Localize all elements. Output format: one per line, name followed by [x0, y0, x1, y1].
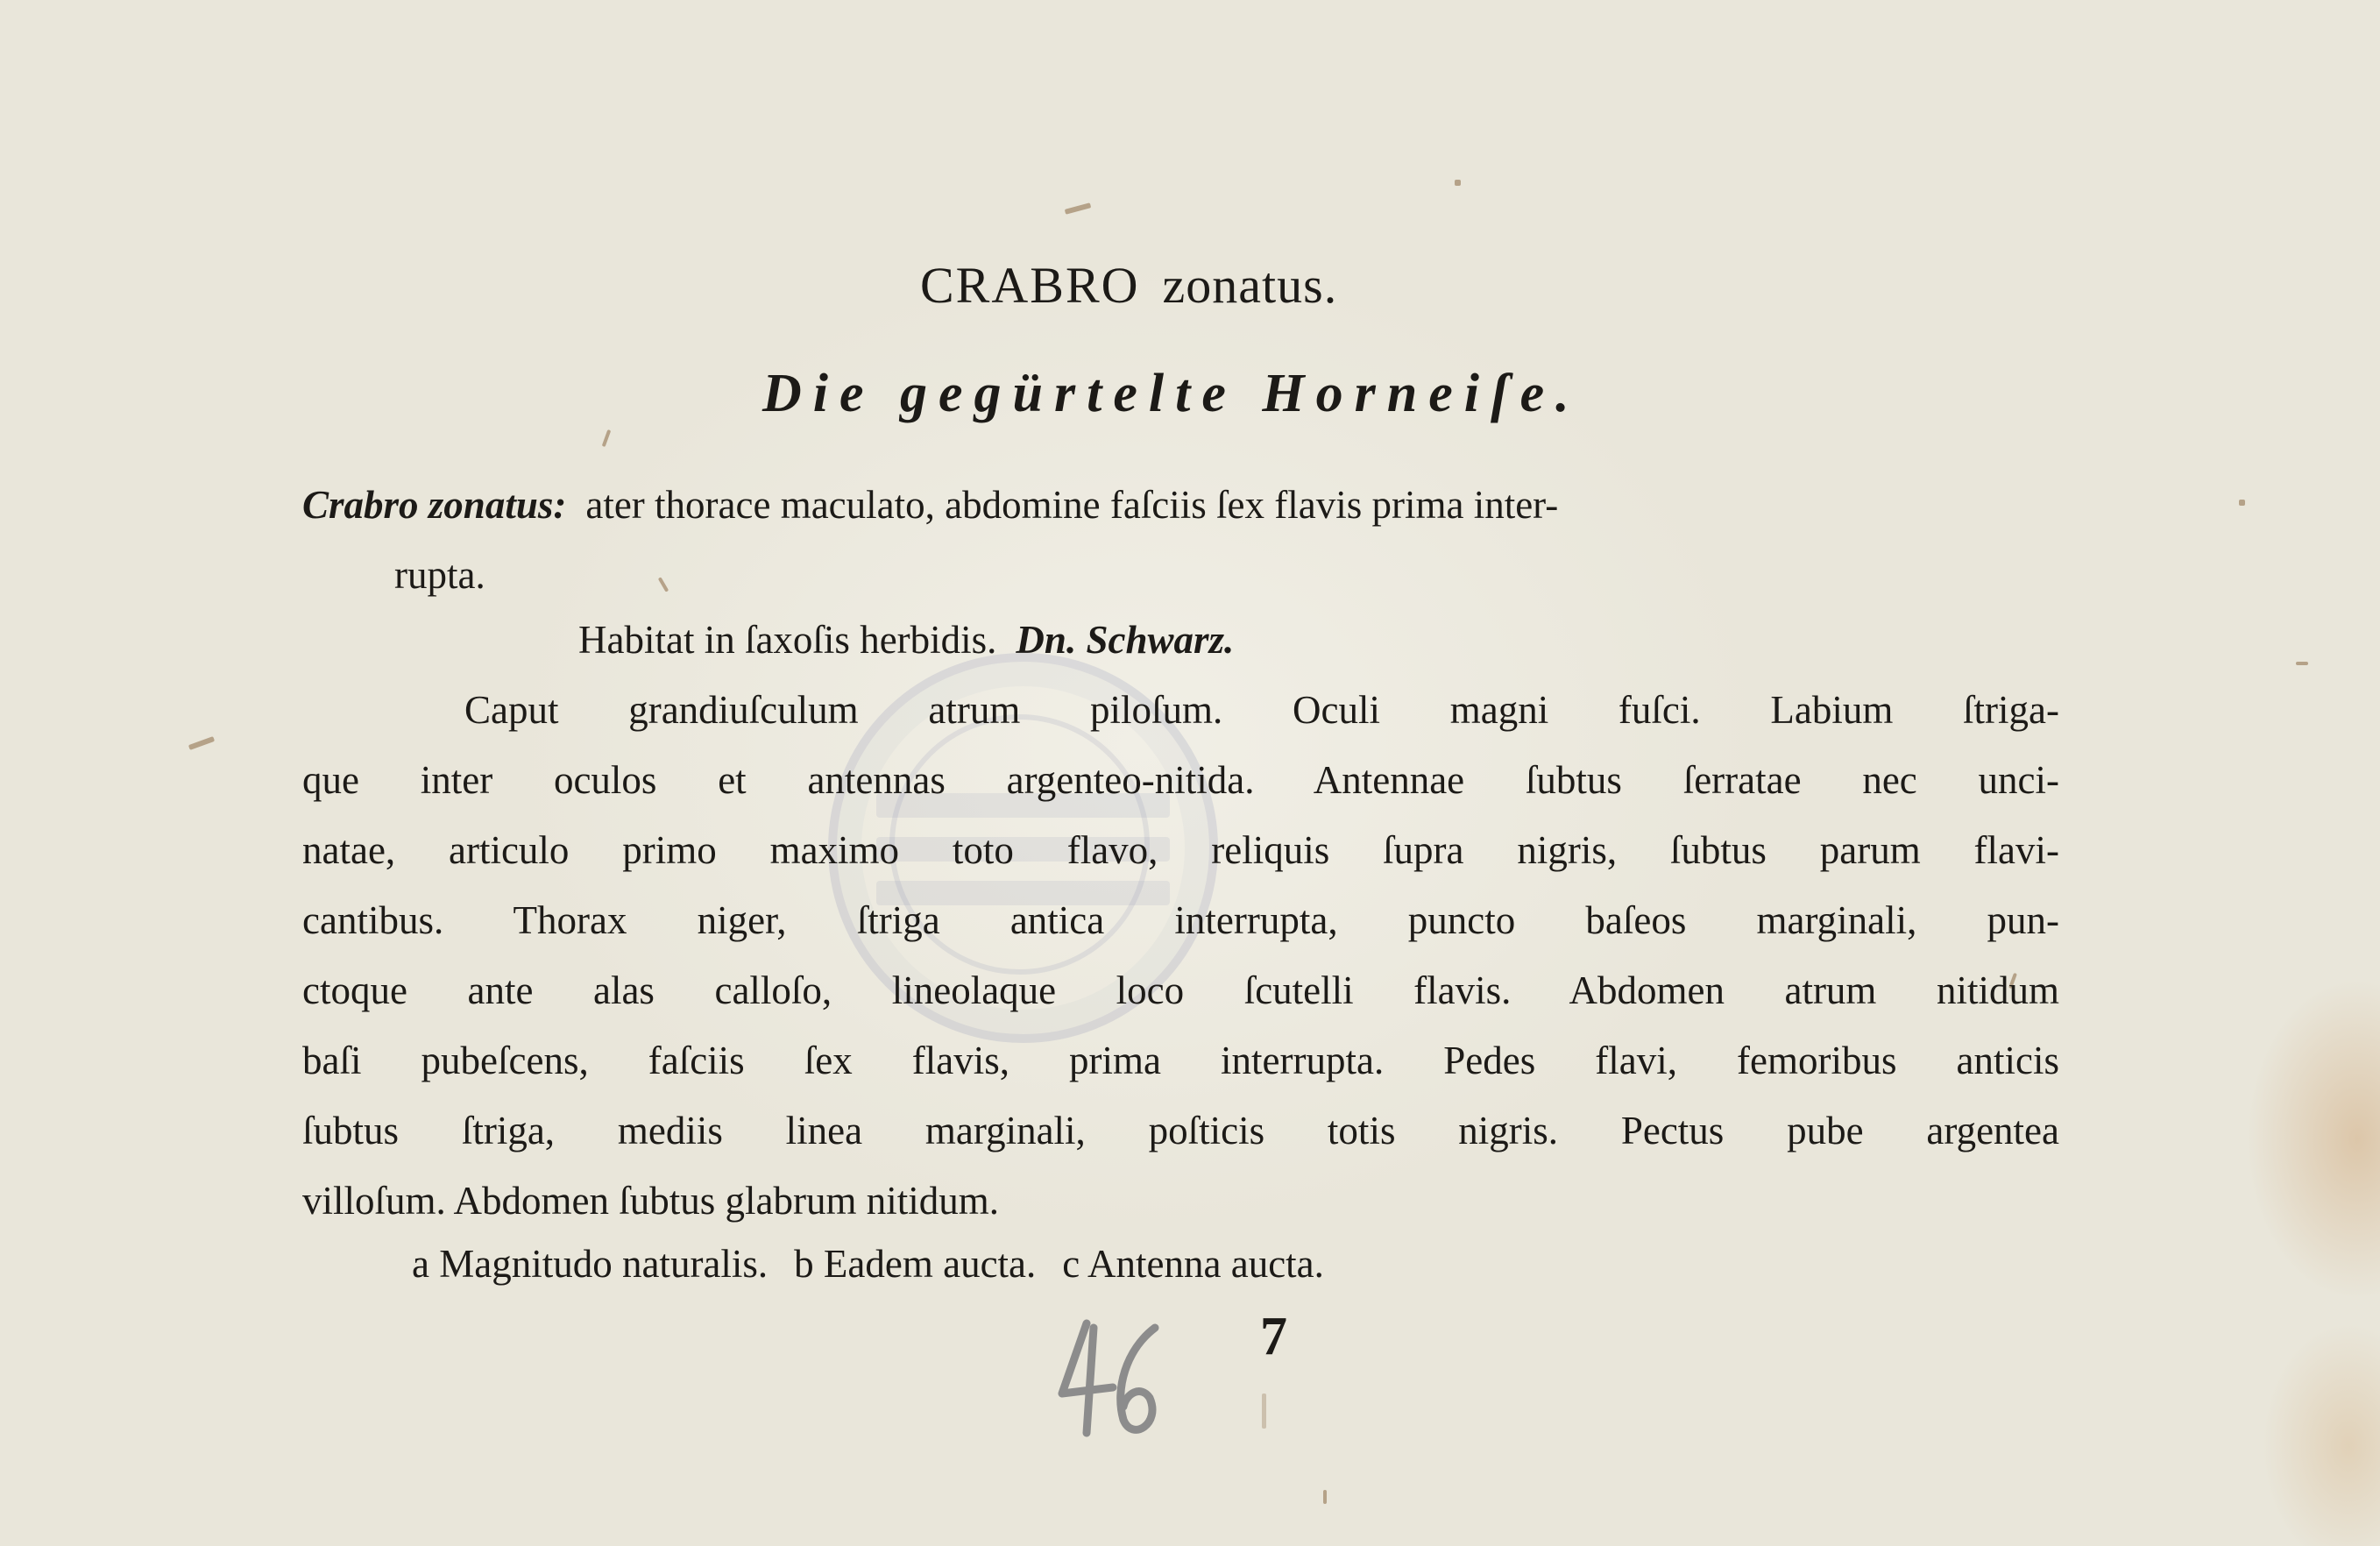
- caption-b: b Eadem aucta.: [794, 1242, 1037, 1286]
- page-title: [920, 256, 1337, 315]
- habitat-text: Habitat in ſaxoſis herbidis.: [578, 618, 997, 662]
- description-line: que inter oculos et antennas argenteo-nitida. Antennae ſubtus ſerratae nec unci-: [302, 758, 2059, 802]
- diagnosis-line-1: ater thorace maculato, abdomine faſciis ſex flavis prima inter-: [585, 483, 1559, 527]
- paper-speck: [2239, 500, 2245, 506]
- paper-speck: [1455, 180, 1461, 186]
- description-line: baſi pubeſcens, faſciis ſex flavis, prima interrupta. Pedes flavi, femoribus anticis: [302, 1039, 2059, 1082]
- paper-speck: [658, 577, 669, 592]
- page-number: 7: [1260, 1307, 1287, 1366]
- description-line: villoſum. Abdomen ſubtus glabrum nitidum.: [302, 1179, 999, 1223]
- paper-speck: [602, 429, 612, 447]
- description-line: ctoque ante alas calloſo, lineolaque loco ſcutelli flavis. Abdomen atrum nitidum: [302, 968, 2059, 1012]
- title-species: zonatus.: [1162, 257, 1338, 314]
- german-name: Die gegürtelte Horneiſe.: [762, 364, 1581, 423]
- figure-captions: [412, 1229, 1324, 1299]
- habitat: [578, 605, 1234, 675]
- diagnosis: [302, 470, 2059, 540]
- description-line: natae, articulo primo maximo toto flavo, reliquis ſupra nigris, ſubtus parum flavi-: [302, 828, 2059, 872]
- description-line: Caput grandiuſculum atrum piloſum. Oculi magni fuſci. Labium ſtriga-: [464, 688, 2059, 732]
- caption-c: c Antenna aucta.: [1062, 1242, 1324, 1286]
- paper-speck: [1262, 1394, 1266, 1429]
- pencil-shelfmark: [1052, 1310, 1165, 1442]
- caption-a: a Magnitudo naturalis.: [412, 1242, 769, 1286]
- diagnosis-lead: Crabro zonatus:: [302, 483, 567, 527]
- paper-speck: [188, 736, 215, 750]
- paper-speck: [1323, 1490, 1327, 1504]
- description-line: cantibus. Thorax niger, ſtriga antica interrupta, puncto baſeos marginali, pun-: [302, 898, 2059, 942]
- paper-speck: [2296, 662, 2308, 665]
- title-genus: CRABRO: [920, 257, 1140, 314]
- description-line: ſubtus ſtriga, mediis linea marginali, poſticis totis nigris. Pectus pube argentea: [302, 1109, 2059, 1152]
- habitat-authority: Dn. Schwarz.: [1016, 618, 1235, 662]
- diagnosis-line-2: rupta.: [394, 553, 485, 597]
- paper-speck: [1065, 202, 1092, 215]
